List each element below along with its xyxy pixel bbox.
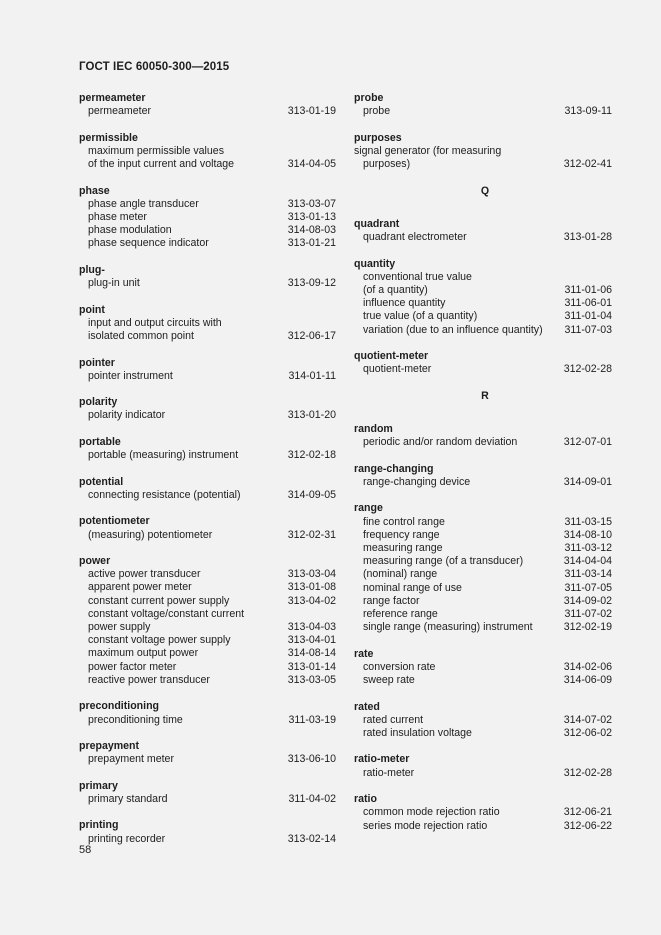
index-line — [79, 581, 336, 594]
index-entry — [79, 357, 336, 383]
term-text: sweep rate — [363, 674, 415, 687]
term-text: polarity indicator — [88, 409, 166, 422]
index-line — [354, 529, 612, 542]
index-line — [354, 820, 612, 833]
index-line — [79, 833, 336, 846]
term-code: 313-04-01 — [287, 634, 336, 647]
index-line — [79, 330, 336, 343]
term-code: 313-01-08 — [287, 581, 336, 594]
index-entry — [354, 701, 612, 741]
index-line — [79, 224, 336, 237]
index-line — [79, 595, 336, 608]
term-code: 311-03-15 — [564, 515, 612, 528]
index-line — [354, 595, 612, 608]
index-heading: quotient-meter — [354, 350, 429, 363]
index-entry — [354, 258, 612, 337]
term-code: 313-04-02 — [287, 594, 336, 607]
term-code: 313-01-14 — [287, 660, 336, 673]
index-line — [354, 674, 612, 687]
term-text: phase modulation — [88, 224, 172, 237]
index-entry — [79, 700, 336, 726]
index-line — [79, 449, 336, 462]
index-line — [354, 714, 612, 727]
term-code: 313-01-20 — [287, 409, 336, 422]
term-code: 314-09-01 — [563, 475, 612, 488]
index-line — [79, 158, 336, 171]
term-text: connecting resistance (potential) — [88, 488, 241, 501]
index-entry — [354, 463, 612, 489]
index-line — [79, 793, 336, 806]
term-text: measuring range (of a transducer) — [363, 555, 524, 568]
index-line — [79, 105, 336, 118]
index-line — [79, 277, 336, 290]
index-entry — [79, 132, 336, 172]
term-code: 311-06-01 — [564, 297, 612, 310]
term-text: reference range — [363, 607, 438, 620]
index-line — [79, 409, 336, 422]
term-code: 313-01-13 — [287, 211, 336, 224]
index-line — [354, 582, 612, 595]
index-line — [79, 529, 336, 542]
index-heading: random — [354, 422, 393, 435]
index-heading: permeameter — [79, 92, 146, 104]
term-text: signal generator (for measuring — [354, 144, 502, 157]
index-heading: purposes — [354, 131, 402, 144]
term-code: 314-08-10 — [563, 528, 612, 541]
term-text: range-changing device — [363, 475, 471, 488]
index-line — [79, 211, 336, 224]
index-entry — [79, 304, 336, 344]
term-code: 312-07-01 — [563, 436, 612, 449]
index-heading: ratio-meter — [354, 753, 410, 766]
term-text: quotient-meter — [363, 363, 432, 376]
index-line — [79, 145, 336, 158]
term-code: 312-02-41 — [563, 158, 612, 171]
term-text: probe — [363, 105, 391, 118]
term-code: 313-04-03 — [287, 621, 336, 634]
index-heading: pointer — [79, 356, 115, 369]
index-heading: preconditioning — [79, 700, 160, 713]
index-entry — [354, 132, 612, 172]
index-heading: portable — [79, 435, 121, 448]
left-index-column — [79, 92, 336, 859]
term-code: 314-09-05 — [287, 488, 336, 501]
term-code: 314-01-11 — [288, 369, 336, 382]
term-code: 313-01-28 — [563, 231, 612, 244]
term-code: 312-02-31 — [287, 528, 336, 541]
term-code: 311-04-02 — [288, 792, 336, 805]
index-line — [354, 231, 612, 244]
term-text: quadrant electrometer — [363, 231, 467, 244]
term-code: 314-07-02 — [563, 713, 612, 726]
index-heading: probe — [354, 92, 384, 104]
term-text: (nominal) range — [363, 568, 438, 581]
index-entry — [79, 185, 336, 251]
index-line — [354, 806, 612, 819]
index-heading: plug- — [79, 263, 105, 276]
term-text: purposes) — [363, 158, 411, 171]
index-line — [354, 767, 612, 780]
term-code: 311-03-14 — [564, 568, 612, 581]
index-line — [354, 145, 612, 158]
index-line — [354, 271, 612, 284]
term-text: ratio-meter — [363, 766, 415, 779]
term-text: periodic and/or random deviation — [363, 436, 518, 449]
index-entry — [79, 264, 336, 290]
term-code: 313-01-19 — [287, 105, 336, 118]
term-text: input and output circuits with — [88, 316, 222, 329]
term-text: nominal range of use — [363, 581, 462, 594]
index-line — [79, 489, 336, 502]
index-entry — [79, 396, 336, 422]
term-text: frequency range — [363, 528, 440, 541]
index-entry — [79, 819, 336, 845]
term-code: 313-01-21 — [287, 237, 336, 250]
index-entry — [354, 502, 612, 634]
index-line — [354, 727, 612, 740]
index-line — [354, 363, 612, 376]
index-line — [354, 436, 612, 449]
term-text: true value (of a quantity) — [363, 310, 478, 323]
index-line — [79, 608, 336, 621]
term-code: 311-03-12 — [564, 541, 612, 554]
index-heading: rate — [354, 647, 374, 660]
index-line — [79, 370, 336, 383]
term-code: 313-09-12 — [287, 277, 336, 290]
section-letter: Q — [480, 184, 490, 197]
index-heading: range-changing — [354, 462, 434, 475]
index-line — [354, 310, 612, 323]
term-code: 311-07-02 — [564, 607, 612, 620]
term-code: 313-09-11 — [564, 105, 612, 118]
term-code: 313-02-14 — [287, 832, 336, 845]
term-text: power factor meter — [88, 660, 177, 673]
term-code: 313-03-07 — [287, 197, 336, 210]
index-heading: ratio — [354, 793, 377, 806]
index-heading: potential — [79, 475, 124, 488]
term-text: phase sequence indicator — [88, 237, 209, 250]
term-text: range factor — [363, 594, 420, 607]
index-heading: phase — [79, 184, 110, 197]
term-text: pointer instrument — [88, 369, 173, 382]
index-line — [79, 714, 336, 727]
term-code: 312-02-28 — [563, 766, 612, 779]
index-line — [354, 542, 612, 555]
term-text: power supply — [88, 621, 151, 634]
index-entry — [79, 476, 336, 502]
term-code: 311-01-06 — [564, 283, 612, 296]
term-text: phase meter — [88, 211, 147, 224]
term-text: constant voltage power supply — [88, 634, 231, 647]
index-entry — [354, 350, 612, 376]
index-line — [79, 647, 336, 660]
term-text: conventional true value — [363, 270, 472, 283]
index-line — [79, 661, 336, 674]
index-heading: printing — [79, 819, 119, 832]
term-text: permeameter — [88, 105, 151, 118]
index-heading: permissible — [79, 131, 138, 144]
index-heading: prepayment — [79, 740, 140, 753]
page-header: ГОСТ IEC 60050-300—2015 — [79, 61, 230, 73]
index-line — [354, 297, 612, 310]
term-code: 312-02-19 — [563, 621, 612, 634]
index-line — [79, 621, 336, 634]
index-line — [79, 634, 336, 647]
term-code: 312-06-17 — [287, 330, 336, 343]
term-text: phase angle transducer — [88, 197, 199, 210]
term-text: prepayment meter — [88, 753, 174, 766]
index-entry — [79, 92, 336, 118]
index-line — [354, 516, 612, 529]
term-code: 312-06-21 — [563, 806, 612, 819]
index-line — [79, 753, 336, 766]
index-heading: potentiometer — [79, 515, 150, 528]
index-line — [354, 661, 612, 674]
term-text: apparent power meter — [88, 581, 192, 594]
index-heading: polarity — [79, 396, 118, 409]
term-text: maximum output power — [88, 647, 199, 660]
term-code: 311-07-05 — [564, 581, 612, 594]
index-heading: quadrant — [354, 217, 400, 230]
term-code: 313-06-10 — [287, 753, 336, 766]
term-text: (of a quantity) — [363, 283, 428, 296]
term-text: common mode rejection ratio — [363, 806, 500, 819]
index-heading: power — [79, 555, 111, 568]
term-text: preconditioning time — [88, 713, 183, 726]
index-entry — [354, 793, 612, 833]
index-entry — [79, 740, 336, 766]
index-entry — [354, 753, 612, 779]
term-text: series mode rejection ratio — [363, 819, 488, 832]
term-text: active power transducer — [88, 568, 201, 581]
term-code: 314-02-06 — [563, 660, 612, 673]
index-entry — [79, 780, 336, 806]
index-line — [354, 158, 612, 171]
term-text: rated current — [363, 713, 424, 726]
index-line — [79, 237, 336, 250]
index-heading: range — [354, 502, 383, 515]
index-entry — [354, 423, 612, 449]
index-entry — [79, 555, 336, 687]
term-text: fine control range — [363, 515, 445, 528]
term-code: 313-03-04 — [287, 568, 336, 581]
index-entry — [354, 218, 612, 244]
term-code: 312-06-02 — [563, 726, 612, 739]
term-code: 311-07-03 — [564, 323, 612, 336]
term-code: 311-03-19 — [288, 713, 336, 726]
index-line — [79, 674, 336, 687]
term-text: maximum permissible values — [88, 144, 224, 157]
index-entry — [354, 92, 612, 118]
term-code: 314-04-04 — [563, 555, 612, 568]
term-code: 314-08-14 — [287, 647, 336, 660]
term-text: primary standard — [88, 792, 168, 805]
right-index-column — [354, 92, 612, 846]
term-text: rated insulation voltage — [363, 726, 472, 739]
term-text: reactive power transducer — [88, 673, 210, 686]
page-number: 58 — [79, 844, 92, 856]
term-code: 314-06-09 — [563, 674, 612, 687]
index-heading: quantity — [354, 257, 396, 270]
term-text: (measuring) potentiometer — [88, 528, 213, 541]
section-letter: R — [481, 389, 489, 402]
index-line — [79, 568, 336, 581]
term-code: 312-06-22 — [563, 819, 612, 832]
term-text: printing recorder — [88, 832, 166, 845]
term-code: 311-01-04 — [564, 310, 612, 323]
index-heading: primary — [79, 779, 118, 792]
term-text: conversion rate — [363, 660, 436, 673]
term-code: 313-03-05 — [287, 673, 336, 686]
index-line — [79, 317, 336, 330]
index-line — [354, 476, 612, 489]
term-text: constant voltage/constant current — [88, 607, 245, 620]
index-line — [354, 568, 612, 581]
index-line — [354, 621, 612, 634]
term-text: measuring range — [363, 541, 443, 554]
term-code: 312-02-28 — [563, 363, 612, 376]
index-heading: rated — [354, 700, 380, 713]
term-code: 312-02-18 — [287, 449, 336, 462]
index-entry — [79, 436, 336, 462]
index-line — [354, 324, 612, 337]
index-line — [354, 105, 612, 118]
term-text: of the input current and voltage — [88, 158, 235, 171]
term-text: influence quantity — [363, 297, 446, 310]
term-code: 314-04-05 — [287, 158, 336, 171]
term-text: variation (due to an influence quantity) — [363, 323, 543, 336]
term-text: plug-in unit — [88, 277, 140, 290]
index-line — [354, 608, 612, 621]
index-entry — [79, 515, 336, 541]
term-text: constant current power supply — [88, 594, 230, 607]
term-code: 314-08-03 — [287, 224, 336, 237]
index-line — [79, 198, 336, 211]
index-line — [354, 555, 612, 568]
term-text: portable (measuring) instrument — [88, 449, 239, 462]
term-text: isolated common point — [88, 330, 194, 343]
term-code: 314-09-02 — [563, 594, 612, 607]
term-text: single range (measuring) instrument — [363, 621, 533, 634]
index-line — [354, 284, 612, 297]
index-entry — [354, 648, 612, 688]
index-heading: point — [79, 303, 105, 316]
